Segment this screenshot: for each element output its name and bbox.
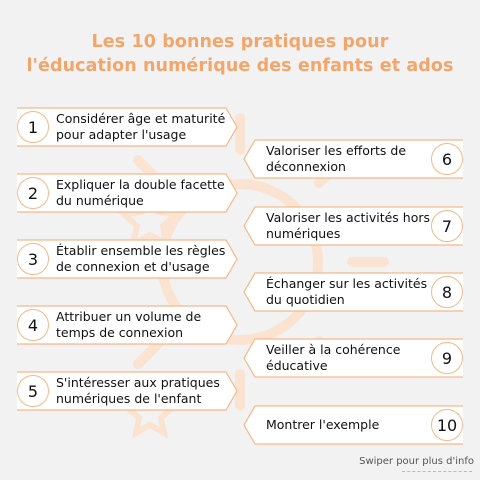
item-number: 9 bbox=[431, 342, 463, 374]
item-number: 8 bbox=[431, 276, 463, 308]
item-number: 2 bbox=[17, 177, 49, 209]
item-text: Expliquer la double facette du numérique bbox=[56, 177, 225, 208]
swipe-hint-underline bbox=[402, 471, 472, 472]
item-text: Établir ensemble les règles de connexion et d'usage bbox=[56, 243, 226, 274]
item-number: 4 bbox=[17, 309, 49, 341]
item-number: 5 bbox=[17, 375, 49, 407]
title-line-1: Les 10 bonnes pratiques pour bbox=[91, 32, 389, 52]
swipe-hint[interactable]: Swiper pour plus d'info bbox=[359, 456, 474, 467]
item-text: Veiller à la cohérence éducative bbox=[266, 342, 401, 373]
item-number: 7 bbox=[431, 210, 463, 242]
item-number: 3 bbox=[17, 243, 49, 275]
item-text: Valoriser les efforts de déconnexion bbox=[266, 143, 407, 174]
item-number: 10 bbox=[431, 409, 463, 441]
item-number: 6 bbox=[431, 143, 463, 175]
title-line-2: l'éducation numérique des enfants et ados bbox=[26, 56, 454, 76]
item-text: Attribuer un volume de temps de connexion bbox=[56, 309, 202, 340]
item-text: Valoriser les activités hors numériques bbox=[266, 210, 431, 241]
page-title bbox=[0, 30, 480, 78]
item-text: Montrer l'exemple bbox=[266, 417, 380, 432]
item-text: Échanger sur les activités du quotidien bbox=[266, 276, 428, 307]
item-text: S'intéresser aux pratiques numériques de l'enfant bbox=[56, 375, 220, 406]
item-number: 1 bbox=[17, 111, 49, 143]
item-text: Considérer âge et maturité pour adapter l'usage bbox=[56, 111, 226, 142]
